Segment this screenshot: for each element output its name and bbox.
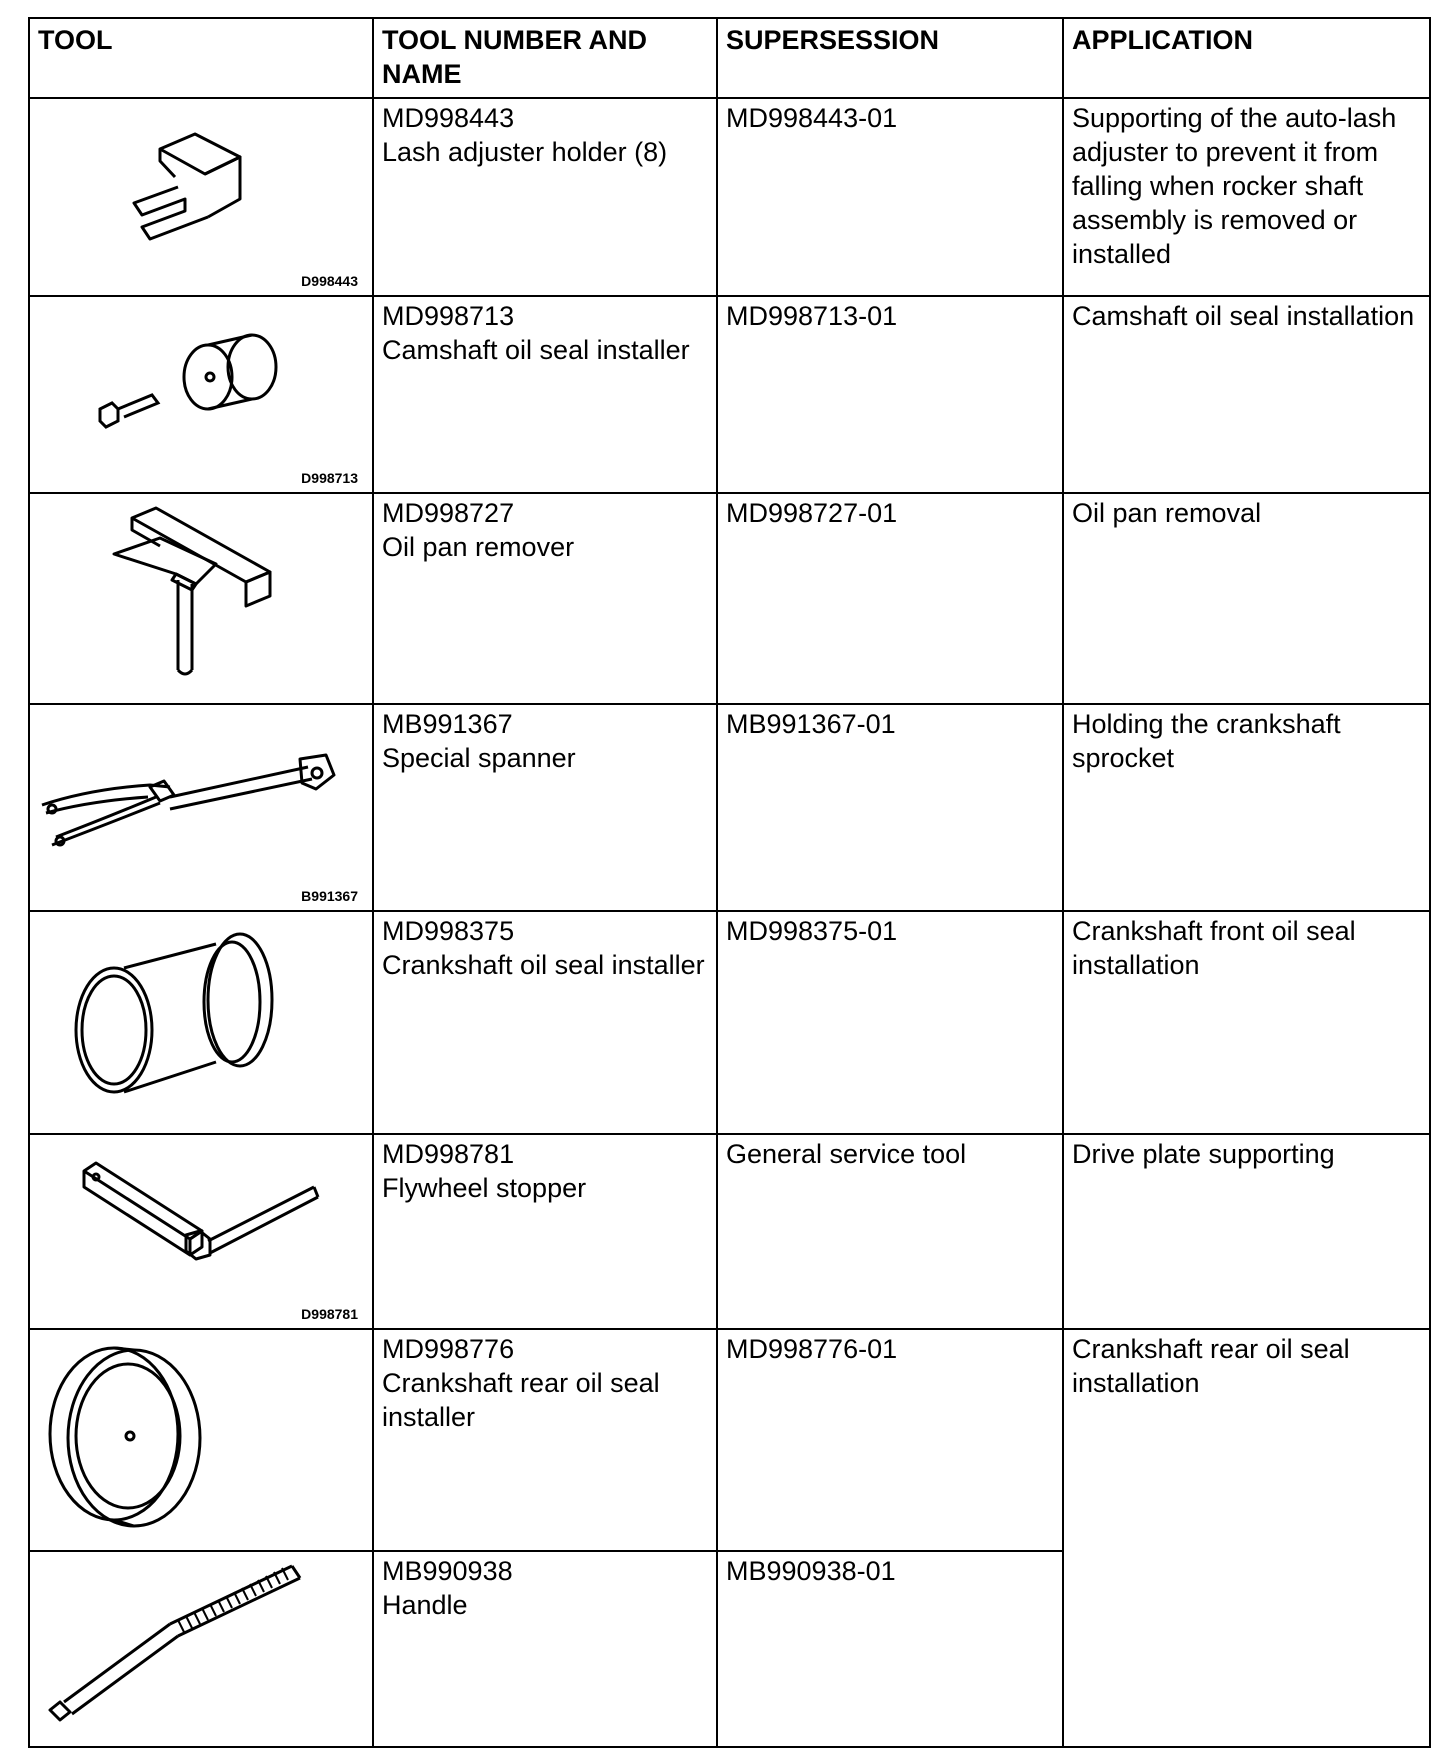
tool-image-cell bbox=[29, 296, 373, 493]
header-tool: TOOL bbox=[29, 18, 373, 98]
tool-name: Handle bbox=[382, 1590, 468, 1620]
tool-number: MB990938 bbox=[382, 1556, 513, 1586]
application-cell bbox=[1063, 911, 1430, 1134]
table-row bbox=[29, 1329, 1430, 1551]
application-cell bbox=[1063, 704, 1430, 911]
supersession-cell bbox=[717, 911, 1063, 1134]
tool-name: Lash adjuster holder (8) bbox=[382, 137, 668, 167]
figure-code: D998713 bbox=[301, 470, 358, 486]
crankshaft-oil-seal-installer-icon bbox=[30, 912, 370, 1131]
supersession-cell bbox=[717, 1329, 1063, 1551]
tool-number: MD998781 bbox=[382, 1139, 515, 1169]
tool-image-cell bbox=[29, 704, 373, 911]
tool-number-name-cell bbox=[373, 704, 717, 911]
tool-number-name-cell bbox=[373, 1551, 717, 1747]
flywheel-stopper-icon bbox=[30, 1135, 370, 1326]
supersession-value: MD998375-01 bbox=[726, 916, 898, 946]
supersession-value: MB990938-01 bbox=[726, 1556, 896, 1586]
application-value: Crankshaft rear oil seal installation bbox=[1072, 1334, 1350, 1398]
application-value: Drive plate supporting bbox=[1072, 1139, 1335, 1169]
supersession-value: General service tool bbox=[726, 1139, 967, 1169]
table-header-row bbox=[29, 18, 1430, 98]
supersession-value: MD998776-01 bbox=[726, 1334, 898, 1364]
oil-pan-remover-icon bbox=[30, 494, 370, 701]
supersession-cell bbox=[717, 704, 1063, 911]
tool-number: MD998375 bbox=[382, 916, 515, 946]
supersession-cell bbox=[717, 1551, 1063, 1747]
tool-number-name-cell bbox=[373, 493, 717, 704]
lash-adjuster-holder-icon bbox=[30, 99, 370, 293]
application-cell bbox=[1063, 1329, 1430, 1747]
tool-image-cell bbox=[29, 1551, 373, 1747]
camshaft-oil-seal-installer-icon bbox=[30, 297, 370, 490]
table-row bbox=[29, 98, 1430, 296]
application-value: Camshaft oil seal installation bbox=[1072, 301, 1415, 331]
tool-number: MD998443 bbox=[382, 103, 515, 133]
supersession-cell bbox=[717, 493, 1063, 704]
tool-number: MB991367 bbox=[382, 709, 513, 739]
tool-image-cell bbox=[29, 911, 373, 1134]
application-cell bbox=[1063, 493, 1430, 704]
handle-icon bbox=[30, 1552, 370, 1744]
tool-image-cell bbox=[29, 1134, 373, 1329]
tool-image-cell bbox=[29, 493, 373, 704]
tool-number: MD998727 bbox=[382, 498, 515, 528]
header-tool-number-name: TOOL NUMBER AND NAME bbox=[373, 18, 717, 98]
tool-number-name-cell bbox=[373, 1329, 717, 1551]
tool-image-cell bbox=[29, 1329, 373, 1551]
tool-name: Camshaft oil seal installer bbox=[382, 335, 690, 365]
supersession-value: MB991367-01 bbox=[726, 709, 896, 739]
application-value: Crankshaft front oil seal installation bbox=[1072, 916, 1356, 980]
header-application: APPLICATION bbox=[1063, 18, 1430, 98]
tool-name: Crankshaft rear oil seal installer bbox=[382, 1368, 660, 1432]
special-tools-table bbox=[28, 17, 1431, 1748]
tool-number-name-cell bbox=[373, 296, 717, 493]
application-cell bbox=[1063, 98, 1430, 296]
supersession-cell bbox=[717, 98, 1063, 296]
supersession-cell bbox=[717, 296, 1063, 493]
table-row bbox=[29, 704, 1430, 911]
supersession-cell bbox=[717, 1134, 1063, 1329]
tool-image-cell bbox=[29, 98, 373, 296]
figure-code: D998781 bbox=[301, 1306, 358, 1322]
supersession-value: MD998443-01 bbox=[726, 103, 898, 133]
header-supersession: SUPERSESSION bbox=[717, 18, 1063, 98]
figure-code: D998443 bbox=[301, 273, 358, 289]
supersession-value: MD998727-01 bbox=[726, 498, 898, 528]
tool-name: Crankshaft oil seal installer bbox=[382, 950, 705, 980]
tool-number-name-cell bbox=[373, 911, 717, 1134]
tool-number: MD998713 bbox=[382, 301, 515, 331]
table-row bbox=[29, 493, 1430, 704]
figure-code: B991367 bbox=[301, 888, 358, 904]
table-row bbox=[29, 296, 1430, 493]
special-spanner-icon bbox=[30, 705, 370, 908]
tool-name: Special spanner bbox=[382, 743, 576, 773]
table-row bbox=[29, 1134, 1430, 1329]
tool-number-name-cell bbox=[373, 98, 717, 296]
tool-name: Flywheel stopper bbox=[382, 1173, 587, 1203]
tool-number: MD998776 bbox=[382, 1334, 515, 1364]
supersession-value: MD998713-01 bbox=[726, 301, 898, 331]
application-value: Oil pan removal bbox=[1072, 498, 1262, 528]
table-row bbox=[29, 911, 1430, 1134]
tool-number-name-cell bbox=[373, 1134, 717, 1329]
application-cell bbox=[1063, 1134, 1430, 1329]
tool-name: Oil pan remover bbox=[382, 532, 575, 562]
application-value: Supporting of the auto-lash adjuster to prevent it from falling when rocker shaft assembly is removed or installed bbox=[1072, 103, 1397, 269]
application-cell bbox=[1063, 296, 1430, 493]
application-value: Holding the crankshaft sprocket bbox=[1072, 709, 1341, 773]
crankshaft-rear-oil-seal-installer-icon bbox=[30, 1330, 370, 1548]
